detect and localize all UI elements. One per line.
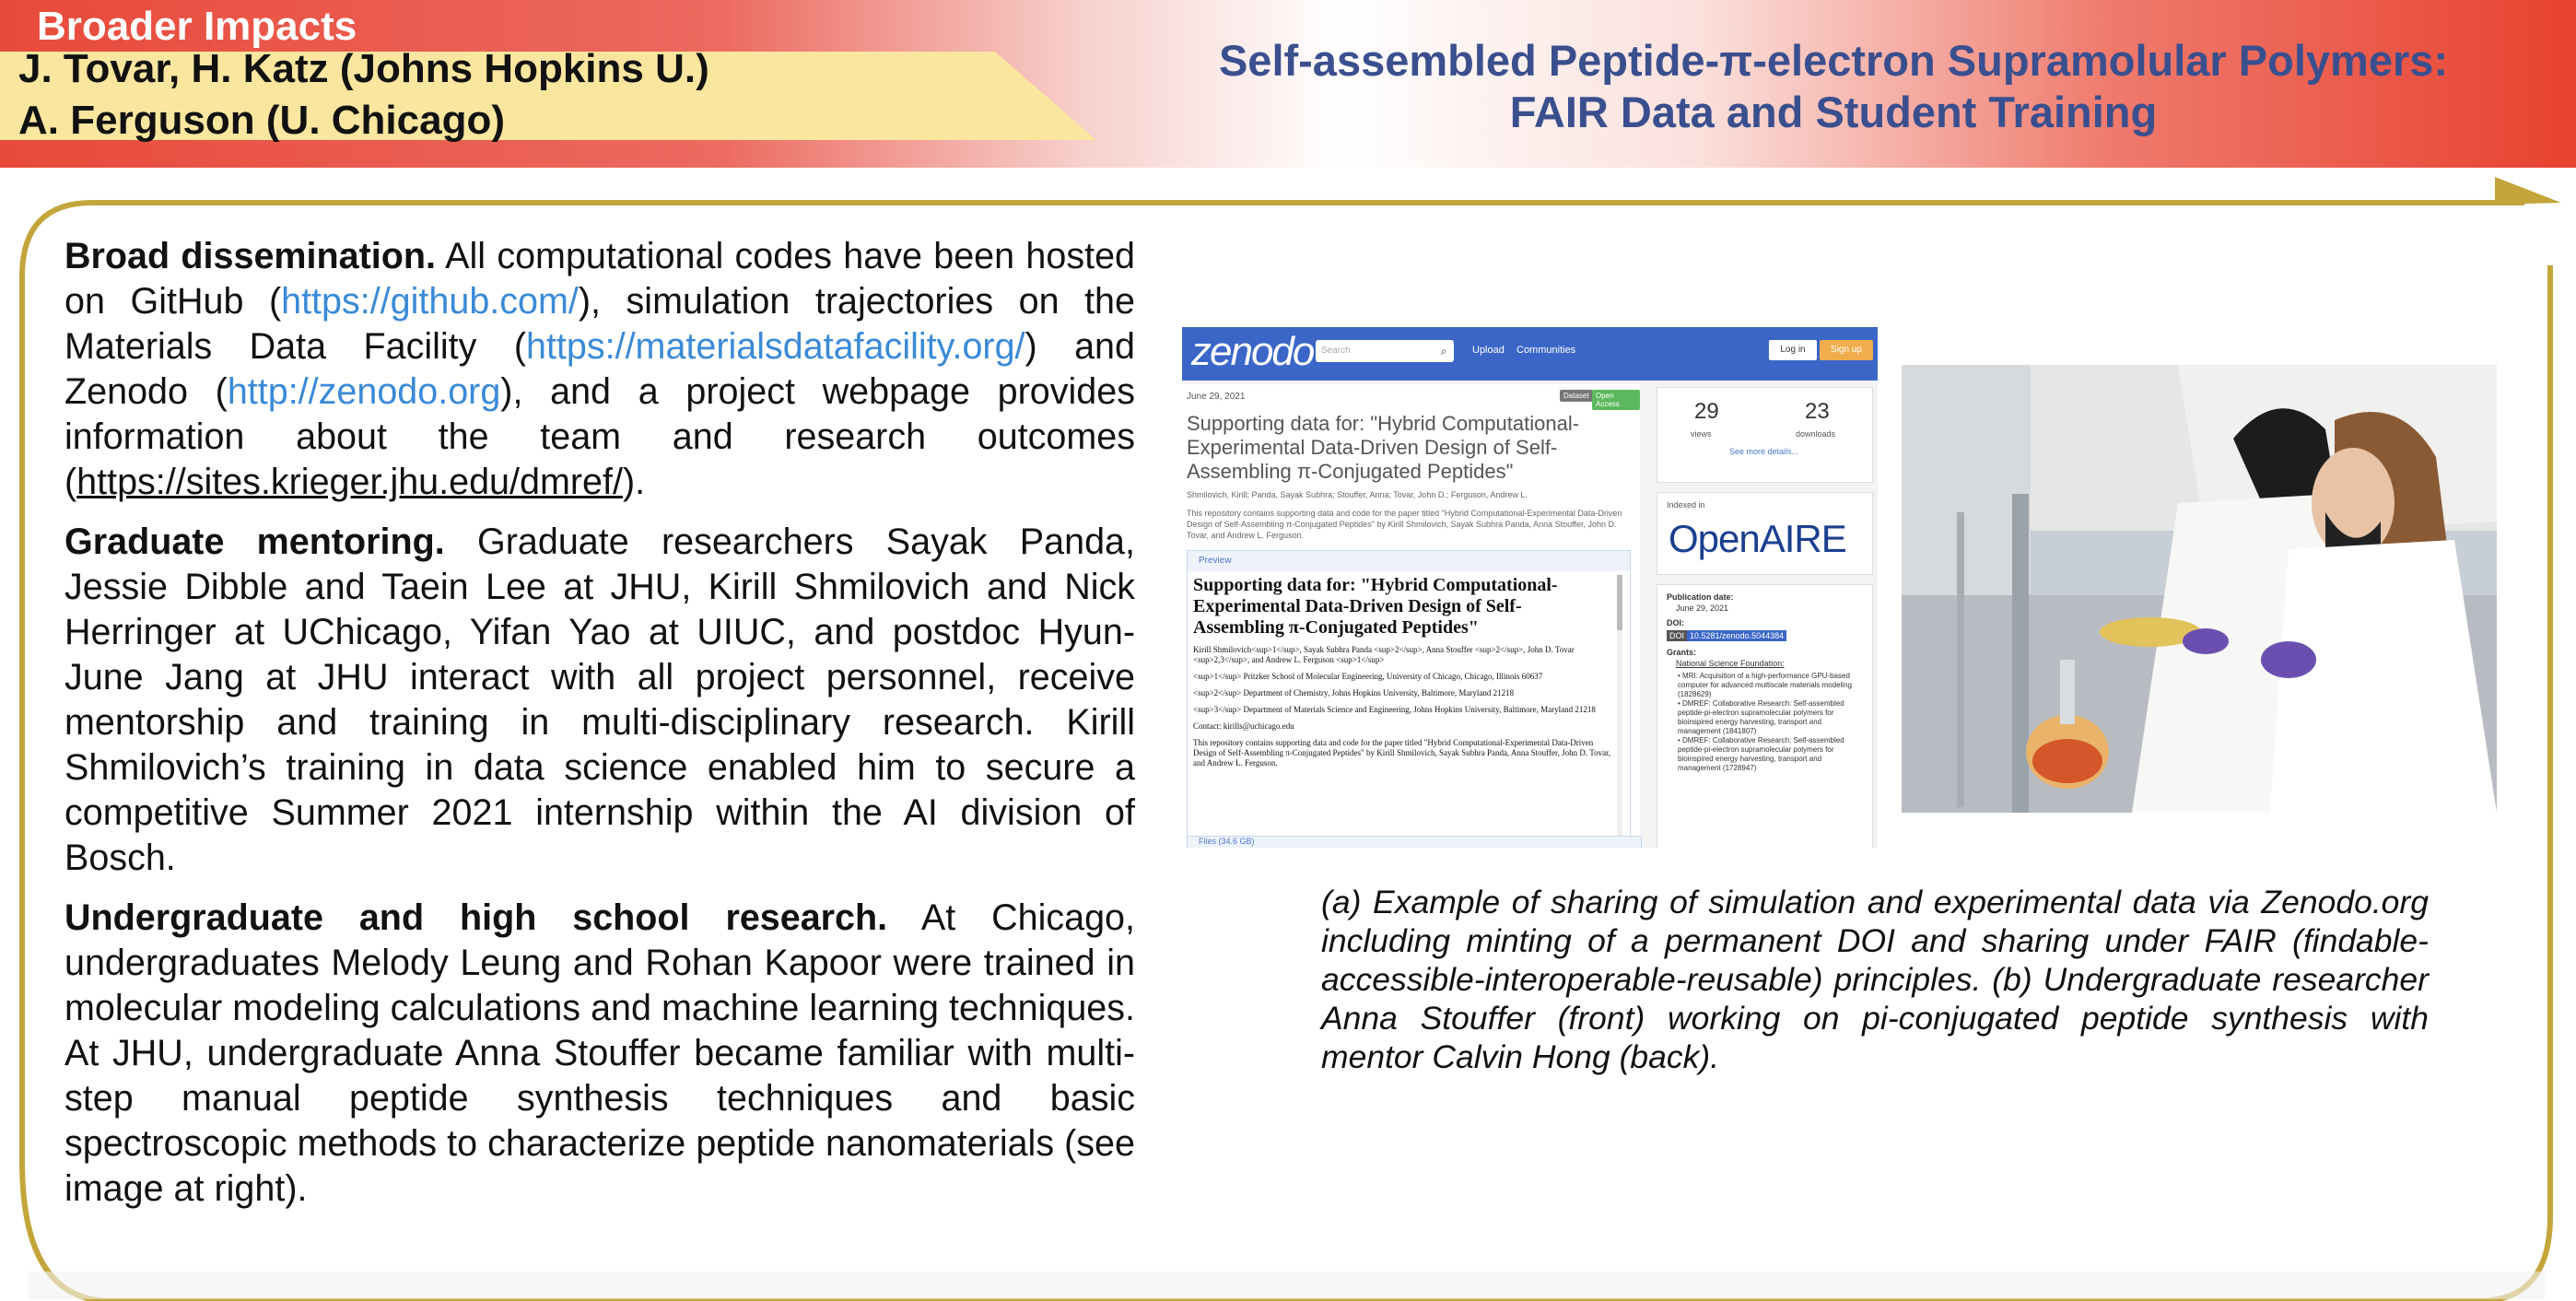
zenodo-logo: zenodo (1191, 329, 1314, 374)
figure-caption: (a) Example of sharing of simulation and experimental data via Zenodo.org including minting of a permanent DOI and sharing under FAIR (findable-accessible-interoperable-reusable) principles. (b) Undergraduate researcher Anna Stouffer (front) working on pi-conjugated peptide synthesis with mentor Calvin Hong (back). (1321, 884, 2429, 1075)
body-text (64, 234, 1135, 1226)
preview-label: Preview (1199, 556, 1232, 566)
text-segment: ), simulation trajectories on the Materials Data Facility ( (64, 281, 1135, 367)
doc-title: Supporting data for: "Hybrid Computational-Experimental Data-Driven Design of Self-Assembling π-Conjugated Peptides" (1193, 575, 1558, 638)
author-line-1: J. Tovar, H. Katz (Johns Hopkins U.) (18, 46, 709, 91)
text-segment: All computational codes have been hosted on GitHub ( (64, 236, 1136, 322)
indexed-box (1657, 492, 1873, 575)
lab-photo (1902, 365, 2497, 813)
stats-box (1657, 387, 1873, 483)
signup-button[interactable]: Sign up (1820, 340, 1873, 360)
downloads-label: downloads (1796, 429, 1836, 439)
preview-document (1193, 575, 1612, 768)
openaire-logo: OpenAIRE (1669, 517, 1846, 560)
record-creators: Shmilovich, Kirill; Panda, Sayak Subhra; Stouffer, Anna; Tovar, John D.; Ferguson, Andrew L. (1187, 490, 1528, 499)
text-segment: Graduate researchers Sayak Panda, Jessie Dibble and Taein Lee at JHU, Kirill Shmilovich and Nick Herringer at UChicago, Yifan Yao at UIUC, and postdoc Hyun-June Jang at JHU interact with all project personnel, receive mentorship and training in multi-disciplinary research. Kirill Shmilovich’s training in data science enabled him to secure a competitive Summer 2021 internship within the AI division of Bosch. (64, 522, 1135, 878)
doi-prefix: DOI (1667, 630, 1687, 641)
preview-panel (1187, 550, 1631, 845)
text-segment: ) and Zenodo ( (64, 326, 1135, 412)
preview-scrollbar[interactable] (1617, 575, 1622, 842)
doi-label: DOI: (1667, 618, 1684, 627)
paragraph-graduate (64, 520, 1135, 881)
mdf-link[interactable]: https://materialsdatafacility.org/ (525, 326, 1025, 367)
paragraph-undergrad (64, 896, 1135, 1212)
search-icon[interactable]: ⌕ (1440, 345, 1447, 357)
lead-dissemination: Broad dissemination. (64, 236, 436, 276)
grant-item: • DMREF: Collaborative Research: Self-assembled peptide-pi-electron supramolecular polymers for bioinspired energy harvesting, transport and management (1841807) (1678, 699, 1844, 735)
grant-text: MRI: Acquisition of a high-performance GPU-based computer for advanced multiscale materials modeling (1828629) (1678, 672, 1852, 698)
text-segment: ). (622, 462, 646, 502)
zenodo-link[interactable]: http://zenodo.org (227, 371, 501, 412)
files-header[interactable]: Files (34.6 GB) (1187, 836, 1642, 848)
pub-date-label: Publication date: (1667, 592, 1734, 602)
grant-list (1678, 672, 1857, 773)
author-line-2: A. Ferguson (U. Chicago) (18, 98, 505, 143)
lead-graduate: Graduate mentoring. (64, 522, 445, 562)
text-segment: At Chicago, undergraduates Melody Leung and Rohan Kapoor were trained in molecular modeling calculations and machine learning techniques. At JHU, undergraduate Anna Stouffer became familiar with multi-step manual peptide synthesis techniques and basic spectroscopic methods to characterize peptide nanomaterials (see image at right). (64, 897, 1135, 1209)
record-main (1182, 384, 1640, 848)
badge-dataset: Dataset (1560, 390, 1593, 402)
login-button[interactable]: Log in (1769, 340, 1817, 360)
downloads-count: 23 (1805, 399, 1830, 424)
paragraph-dissemination (64, 234, 1135, 505)
page-title (1106, 35, 2561, 138)
doc-line: Kirill Shmilovich<sup>1</sup>, Sayak Subhra Panda <sup>2</sup>, Anna Stouffer <sup>2</sup>, John D. Tovar <sup>2,3</sup>, and Andrew L. Ferguson <sup>1</sup> (1193, 645, 1575, 664)
nav-upload[interactable]: Upload (1472, 345, 1505, 356)
text-segment: ), and a project webpage provides information about the team and research outcomes ( (64, 371, 1135, 502)
record-date: June 29, 2021 (1187, 392, 1246, 402)
views-count: 29 (1694, 399, 1719, 424)
record-description: This repository contains supporting data and code for the paper titled "Hybrid Computational-Experimental Data-Driven Design of Self-Assembling π-Conjugated Peptides" by Kirill Shmilovich, Sayak Subhra Panda, Anna Stouffer, John D. Tovar, and Andrew L. Ferguson. (1187, 509, 1622, 540)
grants-label: Grants: (1667, 648, 1697, 657)
see-more-link[interactable]: See more details... (1729, 447, 1799, 456)
grant-text: DMREF: Collaborative Research: Self-assembled peptide-pi-electron supramolecular polymers for bioinspired energy harvesting, transport and management (1728947) (1678, 736, 1844, 772)
zenodo-screenshot (1182, 327, 1878, 848)
views-label: views (1691, 429, 1712, 439)
section-label: Broader Impacts (37, 4, 357, 49)
record-sidebar (1657, 387, 1873, 848)
title-line-1: Self-assembled Peptide-π-electron Supramolular Polymers: (1218, 36, 2449, 85)
lab-photo-illustration (1902, 365, 2497, 813)
preview-header[interactable] (1188, 551, 1630, 571)
github-link[interactable]: https://github.com/ (281, 281, 579, 322)
doi-value: 10.5281/zenodo.5044384 (1687, 630, 1786, 641)
record-title: Supporting data for: "Hybrid Computational-Experimental Data-Driven Design of Self-Assembling π-Conjugated Peptides" (1187, 412, 1580, 483)
badge-open-access: Open Access (1592, 390, 1640, 410)
search-input[interactable]: Search (1316, 340, 1454, 362)
pub-date: June 29, 2021 (1676, 604, 1729, 613)
indexed-label: Indexed in (1667, 500, 1705, 510)
doc-line: This repository contains supporting data and code for the paper titled "Hybrid Computational-Experimental Data-Driven Design of Self-Assembling π-Conjugated Peptides" by Kirill Shmilovich, Sayak Subhra Panda, Anna Stouffer, John D. Tovar, and Andrew L. Ferguson. (1193, 738, 1610, 768)
doi-badge[interactable] (1667, 631, 1865, 641)
publication-box (1657, 584, 1873, 848)
doc-line: <sup>1</sup> Pritzker School of Molecular Engineering, University of Chicago, Chicago, Illinois 60637 (1193, 672, 1543, 681)
doc-line: <sup>2</sup> Department of Chemistry, Johns Hopkins University, Baltimore, Maryland 21218 (1193, 688, 1515, 697)
frame-arrow-icon (2495, 177, 2561, 205)
grant-text: DMREF: Collaborative Research: Self-assembled peptide-pi-electron supramolecular polymers for bioinspired energy harvesting, transport and management (1841807) (1678, 699, 1844, 735)
doc-line: Contact: kirills@uchicago.edu (1193, 721, 1294, 731)
lead-undergrad: Undergraduate and high school research. (64, 897, 888, 938)
grant-item: • DMREF: Collaborative Research: Self-assembled peptide-pi-electron supramolecular polymers for bioinspired energy harvesting, transport and management (1728947) (1678, 736, 1844, 772)
nav-communities[interactable]: Communities (1516, 345, 1576, 356)
title-line-2: FAIR Data and Student Training (1509, 88, 2158, 136)
project-webpage-link[interactable]: https://sites.krieger.jhu.edu/dmref/ (76, 462, 623, 502)
grant-item: • MRI: Acquisition of a high-performance GPU-based computer for advanced multiscale materials modeling (1828629) (1678, 672, 1852, 698)
doc-line: <sup>3</sup> Department of Materials Science and Engineering, Johns Hopkins University, Baltimore, Maryland 21218 (1193, 705, 1596, 714)
zenodo-navbar (1182, 327, 1878, 381)
funder-name: National Science Foundation: (1676, 659, 1785, 668)
